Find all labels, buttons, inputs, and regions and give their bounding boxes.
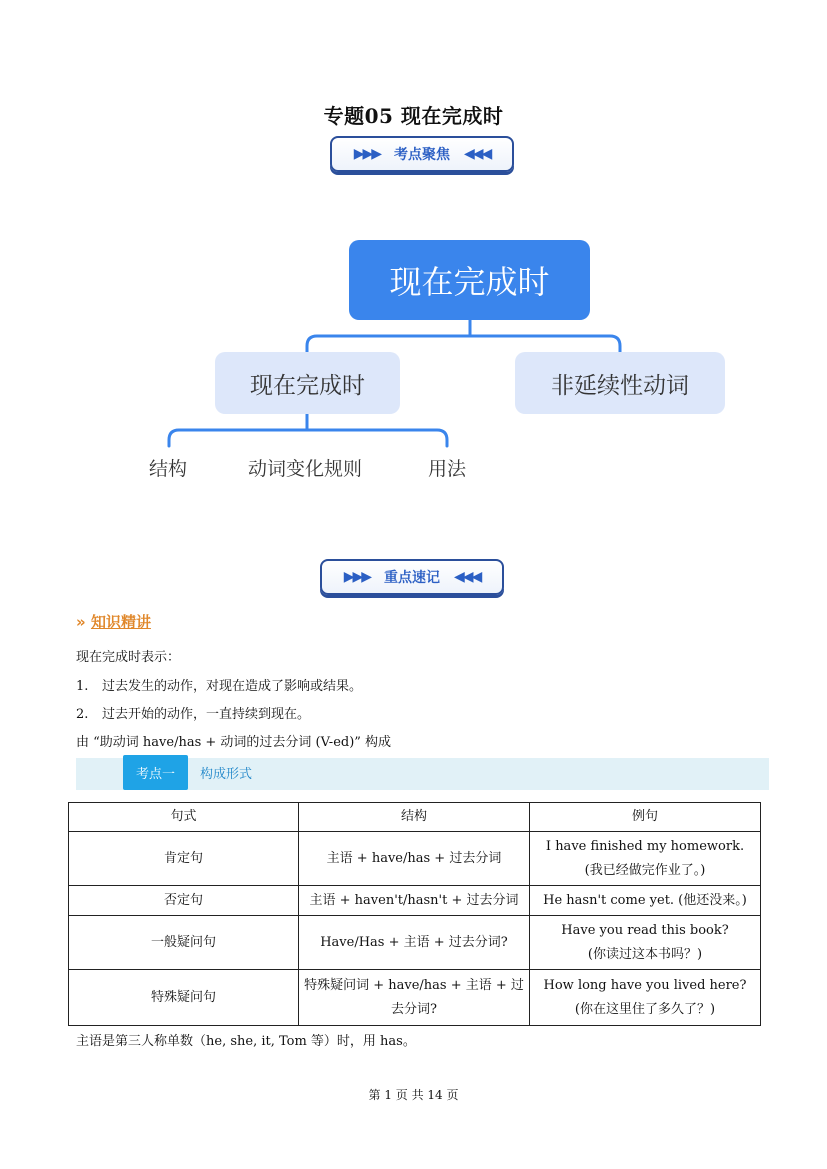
table-row	[69, 886, 761, 916]
table-cell-type: 否定句	[69, 886, 299, 916]
banner-key-points-label: 重点速记	[384, 570, 440, 586]
table-cell-example	[530, 832, 761, 886]
banner-key-points	[320, 559, 504, 595]
point-text: 过去发生的动作，对现在造成了影响或结果。	[102, 679, 363, 694]
page-title: 专题05 现在完成时	[323, 104, 504, 128]
example-english: How long have you lived here?	[543, 977, 747, 993]
section-heading-label: 知识精讲	[90, 613, 151, 631]
table-row	[69, 832, 761, 886]
mindmap-root: 现在完成时	[349, 240, 590, 320]
mindmap-leaf-usage: 用法	[428, 458, 467, 480]
topic-tag: 考点一	[123, 755, 188, 790]
point-text: 过去开始的动作，一直持续到现在。	[102, 707, 311, 722]
mindmap-leaf-verb-rules: 动词变化规则	[248, 458, 363, 480]
connector-leaves	[169, 430, 447, 446]
mindmap-node-present-perfect: 现在完成时	[215, 352, 400, 414]
table-cell-structure: 特殊疑问词 + have/has + 主语 + 过去分词?	[299, 970, 530, 1026]
example-chinese: (你读过这本书吗？)	[587, 946, 703, 962]
table-header-row	[69, 803, 761, 832]
point-item	[76, 675, 362, 694]
banner-focus-label: 考点聚焦	[394, 147, 450, 163]
table-header: 句式	[69, 803, 299, 832]
table-cell-type: 一般疑问句	[69, 916, 299, 970]
intro-text: 现在完成时表示：	[76, 650, 181, 665]
note-text: 主语是第三人称单数（he, she, it, Tom 等）时，用 has。	[76, 1034, 416, 1049]
table-header: 结构	[299, 803, 530, 832]
table-cell-structure: 主语 + have/has + 过去分词	[299, 832, 530, 886]
table-row	[69, 916, 761, 970]
arrows-right-icon: ▶▶▶	[343, 569, 370, 585]
page-footer: 第 1 页 共 14 页	[368, 1088, 459, 1102]
arrows-left-icon: ◀◀◀	[464, 146, 491, 162]
table-cell-structure: Have/Has + 主语 + 过去分词?	[299, 916, 530, 970]
point-item	[76, 703, 310, 722]
table-cell-example	[530, 886, 761, 916]
mindmap-node-non-durative-verbs: 非延续性动词	[515, 352, 725, 414]
double-chevron-right-icon: »	[76, 613, 86, 631]
arrows-right-icon: ▶▶▶	[353, 146, 380, 162]
example-english: He hasn't come yet. (他还没来。)	[543, 892, 747, 908]
topic-title: 构成形式	[200, 767, 253, 782]
structure-table	[68, 802, 761, 1026]
section-heading	[76, 611, 151, 632]
example-chinese: (我已经做完作业了。)	[584, 862, 706, 878]
table-row	[69, 970, 761, 1026]
table-cell-type: 肯定句	[69, 832, 299, 886]
example-english: Have you read this book?	[561, 922, 729, 938]
connector-branch	[307, 336, 620, 352]
mindmap-leaf-structure: 结构	[149, 458, 188, 480]
table-cell-example	[530, 970, 761, 1026]
example-english: I have finished my homework.	[545, 838, 745, 854]
point-number: 1.	[76, 679, 89, 694]
example-chinese: (你在这里住了多久了？)	[574, 1001, 716, 1017]
arrows-left-icon: ◀◀◀	[454, 569, 481, 585]
table-cell-example	[530, 916, 761, 970]
table-cell-structure: 主语 + haven't/hasn't + 过去分词	[299, 886, 530, 916]
table-cell-type: 特殊疑问句	[69, 970, 299, 1026]
point-number: 2.	[76, 707, 89, 722]
table-header: 例句	[530, 803, 761, 832]
formation-text: 由 “助动词 have/has + 动词的过去分词 (V-ed)” 构成	[76, 735, 392, 750]
